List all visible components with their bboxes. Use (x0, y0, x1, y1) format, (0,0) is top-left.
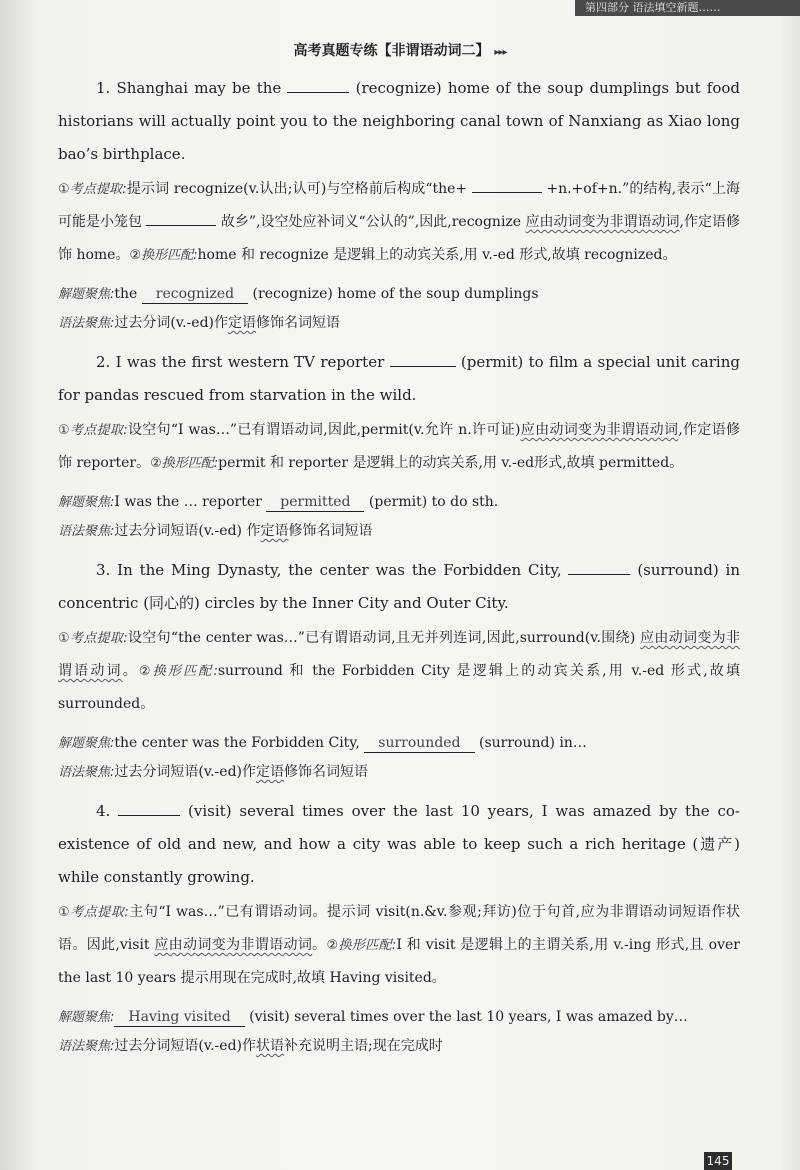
solution-focus: 解题聚焦:the center was the Forbidden City, surrounded (surround) in… (58, 735, 587, 751)
analysis-text: ①考点提取:设空句“I was…”已有谓语动词,因此,permit(v.允许 n.许可证)应由动词变为非谓语动词,作定语修饰 reporter。②换形匹配:permit 和 reporter 是逻辑上的动宾关系,用 v.-ed形式,故填 permitted。 (58, 422, 740, 471)
answer-blank (118, 797, 180, 816)
question-block-2 (58, 346, 740, 546)
solution-focus: 解题聚焦:I was the … reporter permitted (permit) to do sth. (58, 494, 499, 510)
answer-blank (390, 348, 456, 367)
analysis-text: ①考点提取:提示词 recognize(v.认出;认可)与空格前后构成“the+ +n.+of+n.”的结构,表示“上海可能是小笼包 故乡”,设空处应补词义“公认的”,因此,recognize 应由动词变为非谓语动词,作定语修饰 home。②换形匹配:home 和 recognize 是逻辑上的动宾关系,用 v.-ed 形式,故填 recognized。 (58, 173, 740, 272)
question-block-3 (58, 554, 740, 787)
page-title (0, 40, 800, 60)
solution-focus: 解题聚焦: Having visited (visit) several times over the last 10 years, I was amazed by… (58, 1009, 688, 1025)
grammar-focus: 语法聚焦:过去分词短语(v.-ed)作定语修饰名词短语 (58, 764, 368, 780)
answer-blank (287, 74, 349, 93)
analysis-text: ①考点提取:主句“I was…”已有谓语动词。提示词 visit(n.&v.参观;拜访)位于句首,应为非谓语动词短语作状语。因此,visit 应由动词变为非谓语动词。②换形匹配:I 和 visit 是逻辑上的主谓关系,用 v.-ing 形式,且 over the last 10 years 提示用现在完成时,故填 Having visited。 (58, 904, 740, 986)
key-point-underline: 应由动词变为非谓语动词 (525, 214, 680, 230)
question-text: 2. I was the first western TV reporter (permit) to film a special unit caring for pandas rescued from starvation in the wild. (58, 346, 740, 412)
key-point-underline: 应由动词变为非谓语动词 (58, 630, 741, 679)
grammar-focus: 语法聚焦:过去分词短语(v.-ed) 作定语修饰名词短语 (58, 523, 373, 539)
answer-blank (568, 556, 630, 575)
page-number: 145 (704, 1152, 732, 1170)
question-text: 4. (visit) several times over the last 10 years, I was amazed by the co-existence of old and new, and how a city was able to keep such a rich heritage (遗产) while constantly growing. (58, 795, 740, 894)
question-block-1 (58, 72, 740, 338)
key-point-underline: 应由动词变为非谓语动词 (520, 422, 679, 438)
triple-arrow-icon: ▸▸▸ (494, 47, 507, 58)
answer-blank (472, 174, 542, 193)
solution-focus: 解题聚焦:the recognized (recognize) home of the soup dumplings (58, 286, 539, 302)
key-point-underline: 应由动词变为非谓语动词 (154, 937, 313, 953)
question-text: 1. Shanghai may be the (recognize) home of the soup dumplings but food historians will actually point you to the neighboring canal town of Nanxiang as Xiao long bao’s birthplace. (58, 72, 740, 171)
question-text: 3. In the Ming Dynasty, the center was the Forbidden City, (surround) in concentric (同心的) circles by the Inner City and Outer City. (58, 554, 740, 620)
filled-answer: surrounded (364, 734, 474, 753)
question-block-4 (58, 795, 740, 1061)
content-area (58, 72, 740, 1069)
filled-answer: recognized (142, 285, 248, 304)
filled-answer: permitted (266, 493, 364, 512)
grammar-focus: 语法聚焦:过去分词(v.-ed)作定语修饰名词短语 (58, 315, 340, 331)
filled-answer: Having visited (114, 1008, 244, 1027)
section-header-tab: 第四部分 语法填空新题…… (575, 0, 800, 16)
answer-blank (146, 207, 216, 226)
page-title-text: 高考真题专练【非谓语动词二】 (293, 43, 490, 59)
grammar-focus: 语法聚焦:过去分词短语(v.-ed)作状语补充说明主语;现在完成时 (58, 1038, 443, 1054)
analysis-text: ①考点提取:设空句“the center was…”已有谓语动词,且无并列连词,因此,surround(v.围绕) 应由动词变为非谓语动词。②换形匹配:surround 和 the Forbidden City 是逻辑上的动宾关系,用 v.-ed 形式,故填 surrounded。 (58, 630, 741, 712)
